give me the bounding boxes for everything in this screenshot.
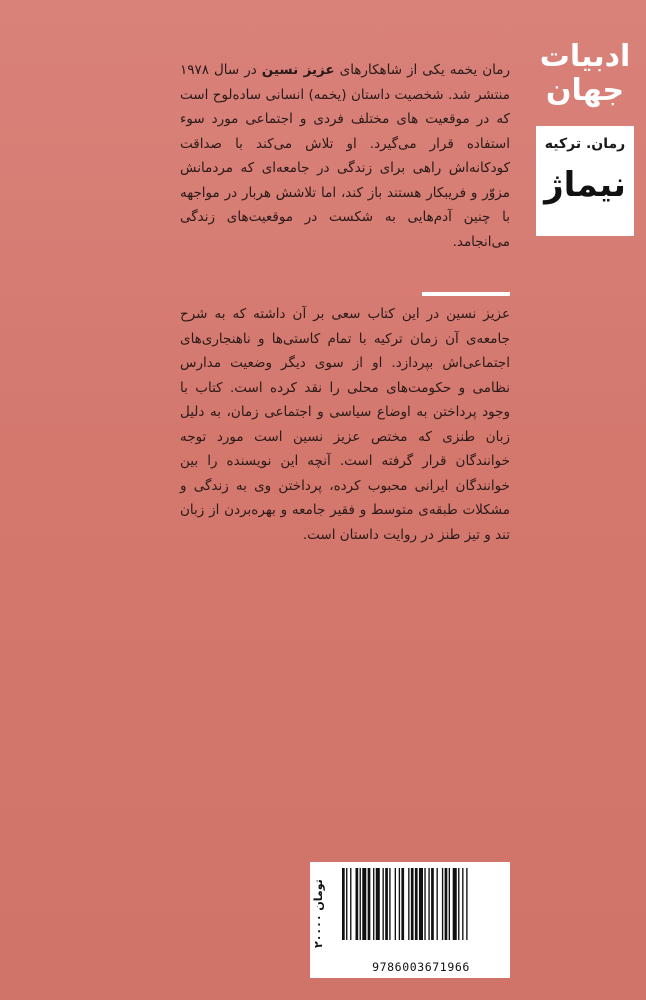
series-title-line2: جهان: [545, 73, 625, 108]
author-name: عزیز نسین: [261, 62, 335, 78]
synopsis-text-start: رمان یخمه یکی از شاهکارهای: [334, 62, 510, 78]
series-title: [536, 40, 634, 108]
genre-label: رمان. ترکیه: [544, 136, 626, 152]
isbn-number: 9786003671966: [372, 960, 470, 974]
barcode-icon: [338, 868, 504, 956]
section-divider: [422, 292, 510, 296]
synopsis-text-end: در سال ۱۹۷۸ منتشر شد. شخصیت داستان (یخمه) انسانی ساده‌لوح است که در موقعیت های مختلف فردی و اجتماعی مورد سوء استفاده قرار می‌گیرد. او تلاش می‌کند با صداقت کودکانه‌اش راهی برای زندگی در جامعه‌ای که مردمانش مزوّر و فریبکار هستند باز کند، اما تلاشش هربار در مواجهه با چنین آدم‌هایی به شکست در موقعیت‌های زندگی می‌انجامد.: [180, 62, 510, 250]
author-paragraph: عزیز نسین در این کتاب سعی بر آن داشته که به شرح جامعه‌ی آن زمان ترکیه با تمام کاستی‌ها و ناهنجاری‌های اجتماعی‌اش بپردازد. او از سوی دیگر وضعیت مدارس نظامی و حکومت‌های محلی را نقد کرده است. کتاب با وجود پرداختن به اوضاع سیاسی و اجتماعی زمان، به دلیل زبان طنزی که مختص عزیز نسین است مورد توجه خوانندگان قرار گرفته است. آنچه این نویسنده را بین خوانندگان ایرانی محبوب کرده، پرداختن وی به زندگی و مشکلات طبقه‌ی متوسط و فقیر جامعه و بهره‌بردن از زبان تند و تیز طنز در روایت داستان است.: [180, 306, 510, 543]
series-block: [536, 40, 634, 236]
series-title-line1: ادبیات: [539, 39, 631, 74]
price-label: ۲۰۰۰۰ تومان: [312, 879, 325, 949]
barcode-box: [310, 862, 510, 978]
synopsis-paragraph: [180, 58, 510, 254]
publisher-logo: نیماژ: [544, 165, 626, 205]
publisher-box: [536, 126, 634, 236]
